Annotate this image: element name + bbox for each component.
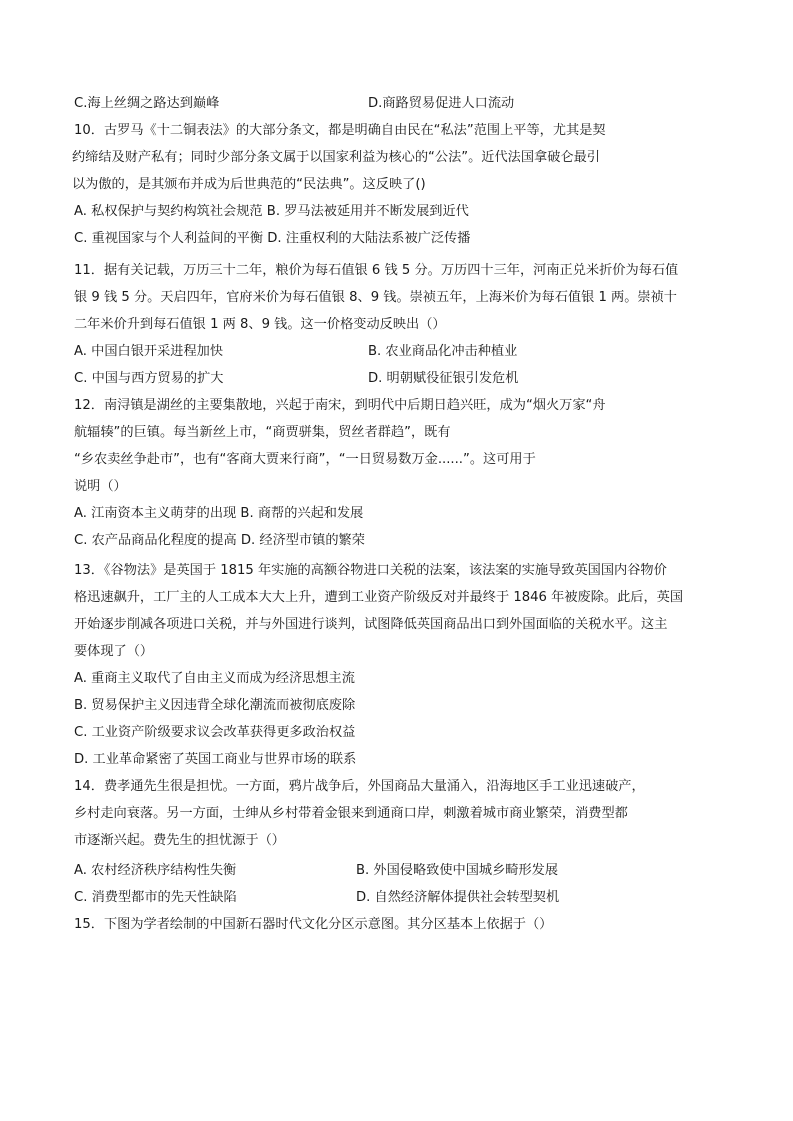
q11-option-d: D. 明朝赋役征银引发危机 [368,371,519,386]
q13-stem-line-4: 要体现了（） [74,644,154,659]
q10-stem-line-1: 10．古罗马《十二铜表法》的大部分条文，都是明确自由民在“私法”范围上平等，尤其是契 [74,123,606,138]
q14-stem-line-2: 乡村走向衰落。另一方面，士绅从乡村带着金银来到通商口岸，刺激着城市商业繁荣，消费型都 [74,806,628,821]
q11-stem-line-2: 银 9 钱 5 分。天启四年，官府米价为每石值银 8、9 钱。崇祯五年，上海米价为每石值银 1 两。崇祯十 [74,290,677,305]
q11-options-row-2 [74,370,714,388]
q13-option-a: A. 重商主义取代了自由主义而成为经济思想主流 [74,671,355,686]
q10-stem-line-2: 约缔结及财产私有；同时少部分条文属于以国家利益为核心的“公法”。近代法国拿破仑最引 [72,150,600,165]
q12-options-ab: A. 江南资本主义萌芽的出现 B. 商帮的兴起和发展 [74,506,364,521]
q11-option-b: B. 农业商品化冲击种植业 [368,344,518,359]
q11-option-c: C. 中国与西方贸易的扩大 [74,371,224,386]
q12-stem-line-3: “乡农卖丝争赴市”，也有“客商大贾来行商”，“一日贸易数万金......”。这可用于 [74,452,536,467]
q11-stem-line-3: 二年米价升到每石值银 1 两 8、9 钱。这一价格变动反映出（） [74,317,446,332]
q14-option-c: C. 消费型都市的先天性缺陷 [74,890,237,905]
q15-stem-line-1: 15．下图为学者绘制的中国新石器时代文化分区示意图。其分区基本上依据于（） [74,917,553,932]
q13-stem-line-2: 格迅速飙升，工厂主的人工成本大大上升，遭到工业资产阶级反对并最终于 1846 年被废除。此后，英国 [74,590,684,605]
q13-option-c: C. 工业资产阶级要求议会改革获得更多政治权益 [74,725,356,740]
q14-option-d: D. 自然经济解体提供社会转型契机 [356,890,560,905]
q13-stem-line-1: 13．《谷物法》是英国于 1815 年实施的高额谷物进口关税的法案，该法案的实施导致英国国内谷物价 [74,563,667,578]
q10-options-ab: A. 私权保护与契约构筑社会规范 B. 罗马法被延用并不断发展到近代 [74,204,469,219]
q14-stem-line-3: 市逐渐兴起。费先生的担忧源于（） [74,833,285,848]
q14-options-row-2 [74,889,714,907]
q13-option-d: D. 工业革命紧密了英国工商业与世界市场的联系 [74,752,357,767]
q12-stem-line-1: 12．南浔镇是湖丝的主要集散地，兴起于南宋，到明代中后期日趋兴旺，成为“烟火万家“舟 [74,398,606,413]
q12-stem-line-2: 航辐辏”的巨镇。每当新丝上市，“商贾骈集，贸丝者群趋”，既有 [74,425,451,440]
q9-options-row [74,95,714,113]
q12-stem-line-4: 说明（） [74,479,127,494]
q11-options-row-1 [74,343,714,361]
q9-option-d: D.商路贸易促进人口流动 [368,96,515,111]
q10-stem-line-3: 以为傲的，是其颁布并成为后世典范的“民法典”。这反映了() [72,177,426,192]
q11-stem-line-1: 11．据有关记载，万历三十二年，粮价为每石值银 6 钱 5 分。万历四十三年，河南正兑米折价为每石值 [74,263,679,278]
q13-option-b: B. 贸易保护主义因违背全球化潮流而被彻底废除 [74,698,356,713]
q14-option-a: A. 农村经济秩序结构性失衡 [74,863,237,878]
q12-options-cd: C. 农产品商品化程度的提高 D. 经济型市镇的繁荣 [74,533,365,548]
q10-options-cd: C. 重视国家与个人利益间的平衡 D. 注重权利的大陆法系被广泛传播 [74,231,471,246]
q14-stem-line-1: 14．费孝通先生很是担忧。一方面，鸦片战争后，外国商品大量涌入，沿海地区手工业迅速破产， [74,779,645,794]
q14-options-row-1 [74,862,714,880]
q11-option-a: A. 中国白银开采进程加快 [74,344,224,359]
q14-option-b: B. 外国侵略致使中国城乡畸形发展 [356,863,559,878]
q13-stem-line-3: 开始逐步削减各项进口关税，并与外国进行谈判，试图降低英国商品出口到外国面临的关税水平。这主 [74,617,668,632]
q9-option-c: C.海上丝绸之路达到巅峰 [74,96,220,111]
